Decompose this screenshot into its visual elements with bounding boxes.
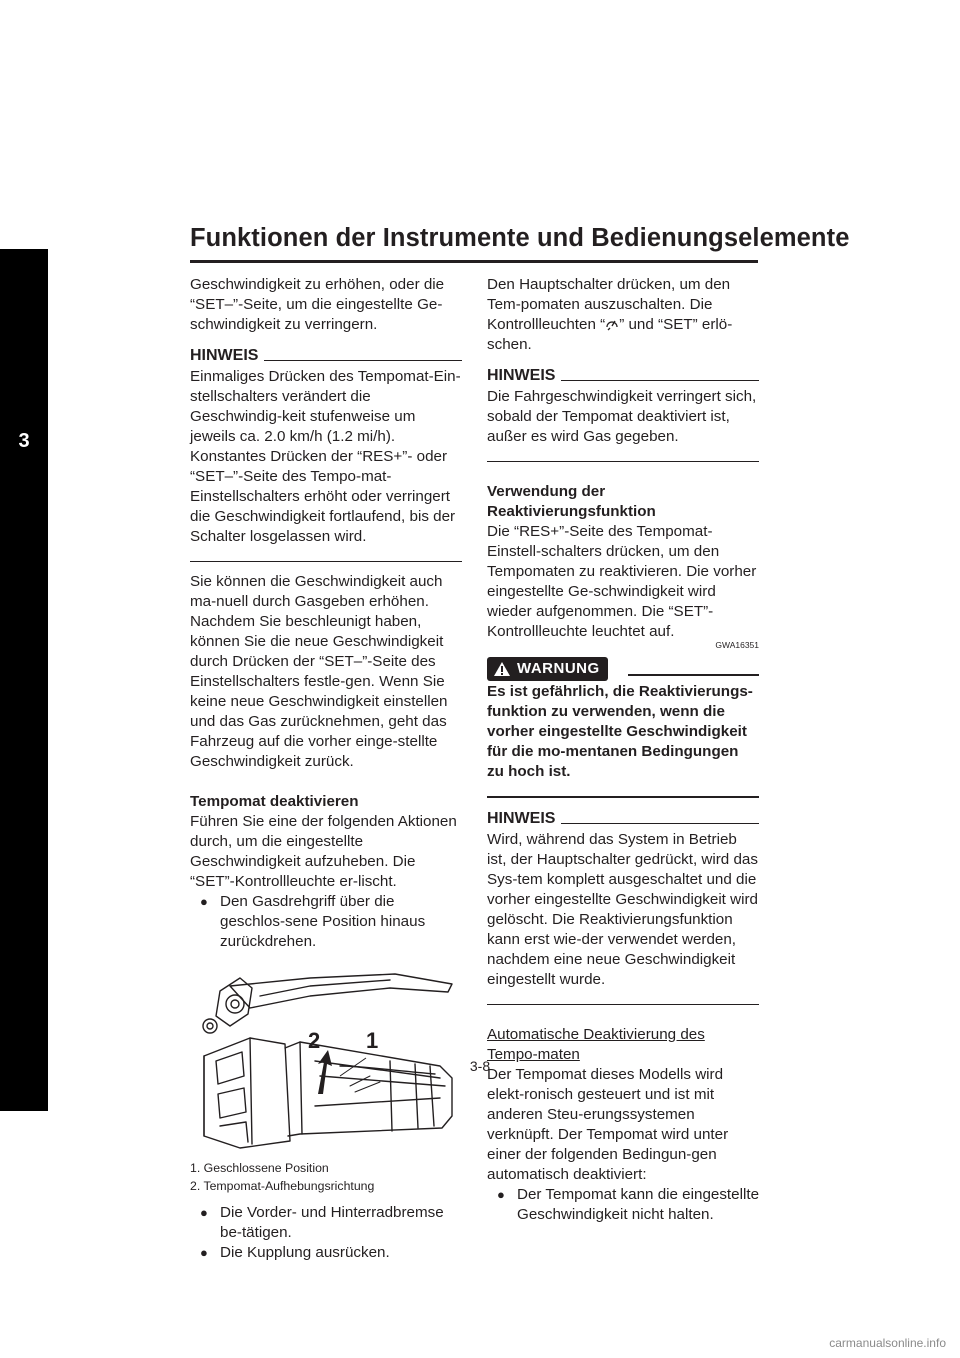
warning-end-rule xyxy=(487,796,759,798)
note-box xyxy=(487,808,759,1005)
warning-rule xyxy=(628,674,759,676)
warning-code: GWA16351 xyxy=(715,640,759,650)
note-text: Die Fahrgeschwindigkeit verringert sich, sobald der Tempomat deaktiviert ist, außer es wird Gas gegeben. xyxy=(487,388,757,445)
cruise-control-icon xyxy=(605,317,619,331)
right-column xyxy=(487,275,759,1225)
paragraph: Sie können die Geschwindigkeit auch ma-nuell durch Gasgeben erhöhen. Nachdem Sie beschleunigt haben, können Sie die neue Geschwindigkeit durch Drücken der “SET–”-Seite des Einstellschalters festle-gen. Wenn Sie keine neue Geschwindigkeit einstellen und das Gas zurücknehmen, geht das Fahrzeug auf die vorher einge-stellte Geschwindigkeit zurück. xyxy=(190,573,448,770)
note-title: HINWEIS xyxy=(190,347,259,364)
list-item: ● Die Vorder- und Hinterradbremse be-tätigen. xyxy=(190,1203,462,1243)
text-fragment: ” und “SET” erlö-schen. xyxy=(487,316,733,353)
warning-title: WARNUNG xyxy=(517,660,600,677)
list-item: ● Die Kupplung ausrücken. xyxy=(190,1243,462,1263)
note-rule xyxy=(561,823,759,824)
note-rule xyxy=(264,360,462,361)
paragraph: Der Tempomat dieses Modells wird elekt-ronisch gesteuert und ist mit anderen Steu-erungssystemen verknüpft. Der Tempomat wird unter einer der folgenden Bedingun-gen automatisch deaktiviert: xyxy=(487,1066,729,1183)
figure-captions xyxy=(190,1160,462,1195)
page-number: 3-8 xyxy=(469,1058,491,1074)
list-item: ● Der Tempomat kann die eingestellte Geschwindigkeit nicht halten. xyxy=(487,1185,759,1225)
paragraph xyxy=(487,275,759,355)
note-text: Einmaliges Drücken des Tempomat-Ein-stellschalters verändert die Geschwindig-keit stufenweise um jeweils ca. 2.0 km/h (1.2 mi/h). Konstantes Drücken der “RES+”- oder “SET–”-Seite des Tempo-mat-Einstellschalters erhöht oder verringert die Geschwindigkeit fortlaufend, bis der Schalter losgelassen wird. xyxy=(190,368,461,545)
chapter-number: 3 xyxy=(18,430,30,452)
header-rule xyxy=(190,260,758,263)
section-heading: Tempomat deaktivieren xyxy=(190,793,359,810)
note-text: Wird, während das System in Betrieb ist, der Hauptschalter gedrückt, wird das Sys-tem komplett ausgeschaltet und die vorher eingestellte Geschwindigkeit wird gelöscht. Die Reaktivierungsfunktion kann erst wie-der verwendet werden, nachdem eine neue Geschwindigkeit eingestellt wurde. xyxy=(487,831,758,988)
note-box xyxy=(487,365,759,462)
warning-triangle-icon xyxy=(493,661,511,677)
warning-text: Es ist gefährlich, die Reaktivierungs-funktion zu verwenden, wenn die vorher eingestellte Geschwindigkeit für die mo-mentanen Bedingungen zu hoch ist. xyxy=(487,683,753,780)
caption: 1. Geschlossene Position xyxy=(190,1161,329,1175)
figure-label-1: 1 xyxy=(366,1028,379,1053)
paragraph: Die “RES+”-Seite des Tempomat-Einstell-schalters drücken, um den Tempomaten zu reaktivieren. Die vorher eingestellte Ge-schwindigkeit wird wieder aufgenommen. Die “SET”-Kontrollleuchte leuchtet auf. xyxy=(487,523,757,640)
paragraph: Geschwindigkeit zu erhöhen, oder die “SET–”-Seite, um die eingestellte Ge-schwindigkeit zu verringern. xyxy=(190,276,445,333)
note-heading xyxy=(487,365,759,387)
bullet-list xyxy=(487,1185,759,1225)
note-box xyxy=(190,345,462,562)
section-heading: Automatische Deaktivierung des Tempo-maten xyxy=(487,1026,705,1063)
note-title: HINWEIS xyxy=(487,810,556,827)
page-title: Funktionen der Instrumente und Bedienungselemente xyxy=(190,224,850,252)
text-fragment: Den Hauptschalter drücken, um den Tem-pomaten auszuschalten. Die Kontrollleuchten “ xyxy=(487,276,731,333)
note-title: HINWEIS xyxy=(487,367,556,384)
chapter-tab xyxy=(0,249,48,1111)
paragraph: Führen Sie eine der folgenden Aktionen durch, um die eingestellte Geschwindigkeit aufzuheben. Die “SET”-Kontrollleuchte er-lischt. xyxy=(190,813,457,890)
bullet-list xyxy=(190,1203,462,1263)
note-heading xyxy=(487,808,759,830)
note-heading xyxy=(190,345,462,367)
left-column xyxy=(190,275,462,1263)
note-rule xyxy=(561,380,759,381)
warning-badge xyxy=(487,657,608,681)
list-item: ● Den Gasdrehgriff über die geschlos-sene Position hinaus zurückdrehen. xyxy=(190,892,462,952)
warning-heading xyxy=(487,656,759,682)
bullet-list xyxy=(190,892,462,952)
caption: 2. Tempomat-Aufhebungsrichtung xyxy=(190,1178,375,1193)
figure-label-2: 2 xyxy=(308,1028,321,1053)
section-heading: Verwendung der Reaktivierungsfunktion xyxy=(487,483,656,520)
footer-watermark[interactable]: carmanualsonline.info xyxy=(829,1336,946,1350)
